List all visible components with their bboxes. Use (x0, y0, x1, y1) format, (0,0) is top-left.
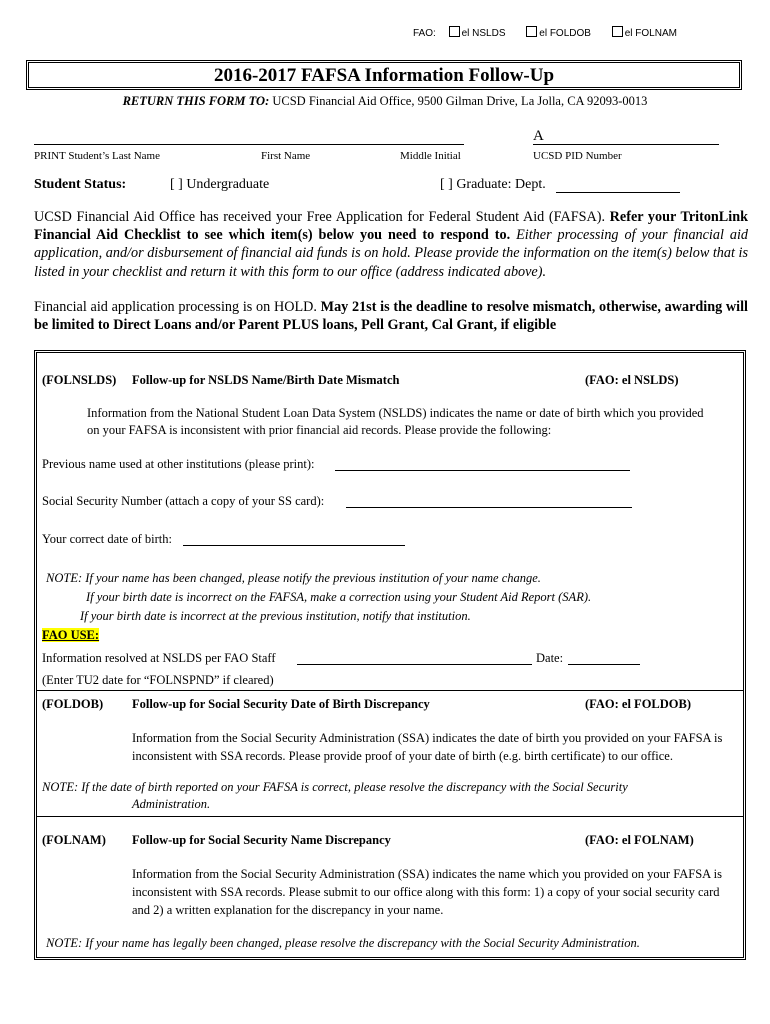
dob-line[interactable] (183, 545, 405, 546)
deadline-text: May 21st is the deadline to resolve mismatch, otherwise, awarding will be limited to Direct Loans and/or Parent PLUS loans, Pell Grant, Cal Grant, if eligible (34, 299, 748, 334)
date-line[interactable] (568, 664, 640, 665)
foldob-title: Follow-up for Social Security Date of Birth Discrepancy (132, 697, 430, 711)
nslds-checkbox[interactable] (449, 26, 460, 37)
pid-prefix: A (533, 128, 544, 144)
fao-label: FAO: (413, 28, 436, 39)
folnam-info: Information from the Social Security Administration (SSA) indicates the name which you provided on your FAFSA is inconsistent with SSA records. Please submit to our office along with this form: 1) a copy of your social security card and 2) a written explanation for the discrepancy in your name. (132, 867, 722, 917)
intro-bold-text: Refer your TritonLink Financial Aid Checklist to see which item(s) below you need to respond to. (34, 209, 748, 244)
fao-use-label: FAO USE: (42, 628, 100, 642)
folnslds-info: Information from the National Student Loan Data System (NSLDS) indicates the name or date of birth which you provided on your FAFSA is inconsistent with prior financial aid records. Please provide the following: (87, 406, 704, 437)
ssn-line[interactable] (346, 507, 632, 508)
folnam-checkbox[interactable] (612, 26, 623, 37)
grad-option[interactable]: [ ] Graduate: Dept. (440, 177, 546, 192)
section-divider (36, 690, 744, 691)
folnam-title: Follow-up for Social Security Name Discrepancy (132, 833, 391, 847)
date-label: Date: (536, 651, 564, 665)
folnslds-fao: (FAO: el NSLDS) (585, 373, 679, 387)
pid-label: UCSD PID Number (533, 150, 622, 162)
section-divider (36, 816, 744, 817)
folnslds-note-3: If your birth date is incorrect at the previous institution, notify that institution. (80, 609, 471, 623)
page-title: 2016-2017 FAFSA Information Follow-Up (213, 65, 555, 86)
return-address (0, 94, 770, 109)
intro-italic-text: Either processing of your financial aid application, and/or disbursement of financial aid funds is on hold. Please provide the information on the item(s) below that is listed in your checklist and return it with this form to our office (address indicated above). (34, 227, 749, 280)
foldob-checkbox-label: el FOLDOB (539, 28, 591, 39)
first-name-label: First Name (261, 150, 311, 162)
hold-text: Financial aid application processing is on HOLD. (34, 299, 317, 315)
folnam-checkbox-label: el FOLNAM (624, 28, 677, 39)
status-label: Student Status: (34, 177, 127, 192)
dept-line[interactable] (556, 192, 680, 193)
title-box (26, 60, 742, 90)
folnam-fao: (FAO: el FOLNAM) (585, 833, 694, 847)
intro-text: UCSD Financial Aid Office has received your Free Application for Federal Student Aid (FAFSA). (34, 209, 606, 225)
foldob-checkbox[interactable] (526, 26, 537, 37)
foldob-note: NOTE: If the date of birth reported on your FAFSA is correct, please resolve the discrepancy with the Social Security (42, 780, 628, 794)
dob-label: Your correct date of birth: (42, 532, 172, 546)
intro-paragraph (34, 208, 748, 281)
last-name-label: PRINT Student’s Last Name (34, 150, 160, 162)
return-address-text: UCSD Financial Aid Office, 9500 Gilman Drive, La Jolla, CA 92093-0013 (272, 94, 648, 108)
folnslds-note-2: If your birth date is incorrect on the FAFSA, make a correction using your Student Aid Report (SAR). (86, 590, 592, 604)
ssn-label: Social Security Number (attach a copy of your SS card): (42, 494, 325, 508)
foldob-code: (FOLDOB) (42, 697, 104, 711)
folnam-note: NOTE: If your name has legally been changed, please resolve the discrepancy with the Social Security Administration. (46, 936, 640, 950)
prev-name-line[interactable] (335, 470, 630, 471)
resolved-label: Information resolved at NSLDS per FAO Staff (42, 651, 276, 665)
foldob-note-continued: Administration. (132, 797, 211, 811)
foldob-fao: (FAO: el FOLDOB) (585, 697, 691, 711)
pid-line[interactable] (533, 144, 719, 145)
prev-name-label: Previous name used at other institutions (please print): (42, 457, 315, 471)
hold-paragraph (34, 298, 748, 334)
middle-initial-label: Middle Initial (400, 150, 461, 162)
return-label: RETURN THIS FORM TO: (122, 94, 270, 108)
folnslds-title: Follow-up for NSLDS Name/Birth Date Mismatch (132, 373, 400, 387)
folnslds-code: (FOLNSLDS) (42, 373, 117, 387)
undergrad-option[interactable]: [ ] Undergraduate (170, 177, 270, 192)
folnslds-note-1: NOTE: If your name has been changed, please notify the previous institution of your name change. (46, 571, 541, 585)
fao-checkbox-header (413, 26, 677, 39)
tu2-note: (Enter TU2 date for “FOLNSPND” if cleared) (42, 673, 274, 687)
foldob-info: Information from the Social Security Administration (SSA) indicates the date of birth you provided on your FAFSA is inconsistent with SSA records. Please provide proof of your date of birth (e.g. birth certificate) to our office. (132, 731, 723, 763)
fao-staff-line[interactable] (297, 664, 532, 665)
folnam-code: (FOLNAM) (42, 833, 106, 847)
nslds-checkbox-label: el NSLDS (461, 28, 506, 39)
name-line[interactable] (34, 144, 464, 145)
